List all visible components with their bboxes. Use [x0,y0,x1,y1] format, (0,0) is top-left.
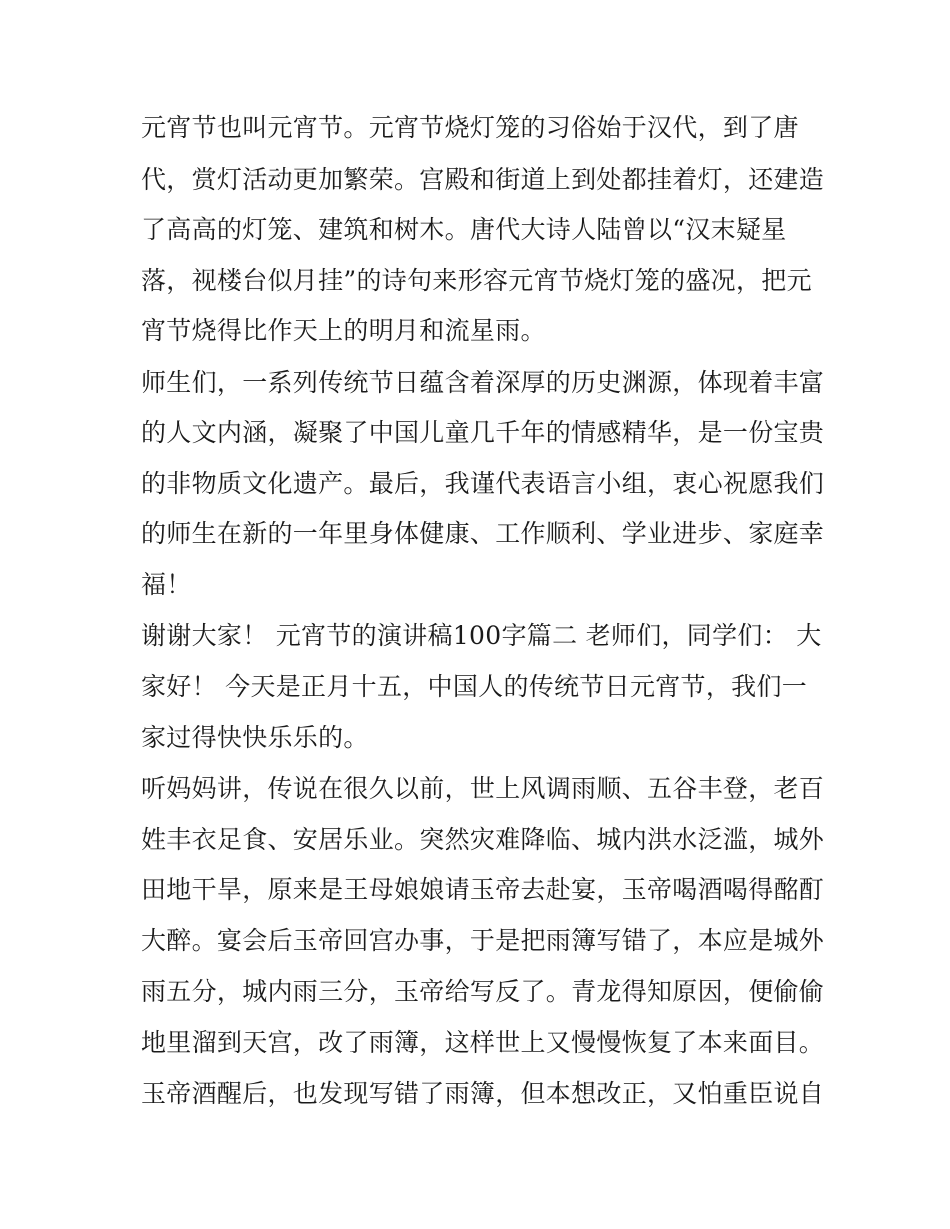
text-line: 了高高的灯笼、建筑和树木。唐代大诗人陆曾以“汉末疑星 [141,215,787,244]
text-line: 听妈妈讲，传说在很久以前，世上风调雨顺、五谷丰登，老百 [141,774,825,803]
text-line: 家好！ 今天是正月十五，中国人的传统节日元宵节，我们一 [141,672,808,701]
text-line: 元宵节也叫元宵节。元宵节烧灯笼的习俗始于汉代，到了唐 [141,113,799,142]
text-line: 姓丰衣足食、安居乐业。突然灾难降临、城内洪水泛滥，城外 [141,825,825,854]
text-line: 家过得快快乐乐的。 [141,723,369,752]
text-line: 地里溜到天宫，改了雨簿，这样世上又慢慢恢复了本来面目。 [141,1028,825,1057]
text-line: 的师生在新的一年里身体健康、工作顺利、学业进步、家庭幸 [141,519,825,548]
text-line: 玉帝酒醒后，也发现写错了雨簿，但本想改正，又怕重臣说自 [141,1079,825,1108]
text-line: 田地干旱，原来是王母娘娘请玉帝去赴宴，玉帝喝酒喝得酩酊 [141,875,825,904]
text-line: 的人文内涵，凝聚了中国儿童几千年的情感精华，是一份宝贵 [141,418,825,447]
text-line: 落，视楼台似月挂”的诗句来形容元宵节烧灯笼的盛况，把元 [141,266,812,295]
text-line: 雨五分，城内雨三分，玉帝给写反了。青龙得知原因，便偷偷 [141,977,825,1006]
text-line: 大醉。宴会后玉帝回宫办事，于是把雨簿写错了，本应是城外 [141,926,825,955]
text-line: 谢谢大家！ 元宵节的演讲稿100字篇二 老师们，同学们： 大 [141,621,822,650]
text-line: 师生们，一系列传统节日蕴含着深厚的历史渊源，体现着丰富 [141,368,825,397]
text-line: 福！ [141,570,192,599]
text-line: 的非物质文化遗产。最后，我谨代表语言小组，衷心祝愿我们 [141,469,825,498]
text-line: 宵节烧得比作天上的明月和流星雨。 [141,316,546,345]
text-line: 代，赏灯活动更加繁荣。宫殿和街道上到处都挂着灯，还建造 [141,165,825,194]
